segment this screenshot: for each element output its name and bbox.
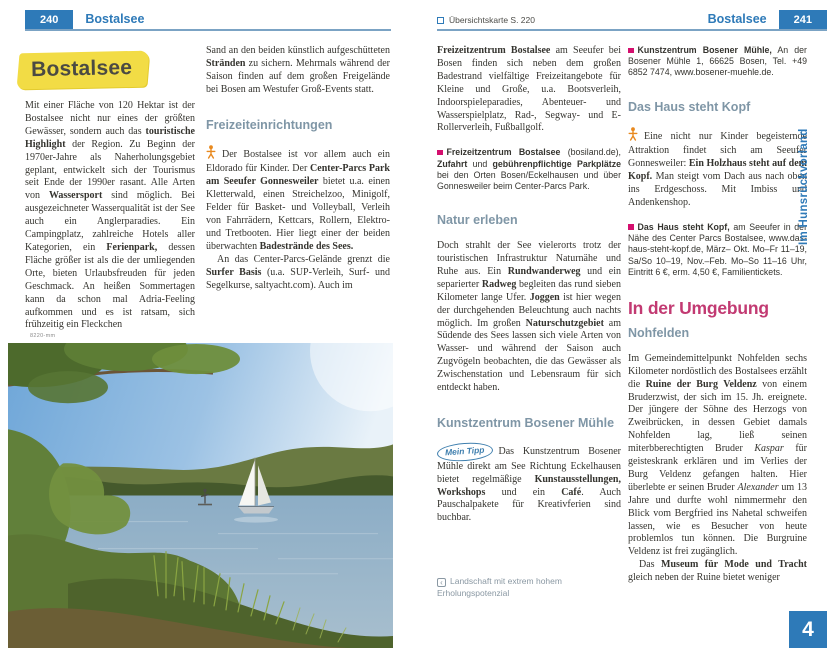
paragraph-museum: Das Museum für Mode und Tracht gleich neben der Ruine bietet weniger (628, 559, 807, 584)
page-number-left: 240 (25, 10, 73, 29)
paragraph-freizeitzentrum: Freizeitzentrum Bostalsee am Seeufer bei Bosen finden sich neben dem großen Badestrand vielfältige Freizeitangebote für Kleine und Große, u.a. Bootsverleih, Indoorspieleparadies, Abenteuer- und Wasserspielplatz, Rad-, Segway- und E-Rollerverleih, Fußballgolf. (437, 45, 621, 134)
paragraph-haus: Eine nicht nur Kinder begeisternde Attraktion findet sich am Seeufer Gonnesweiler: Ein Holzhaus steht auf dem Kopf. Man steigt vom Dach aus nach oben ins Erdgeschoss. Mit Imbiss und Andenkenshop. (628, 127, 807, 210)
paragraph-surfer-basis: An das Center-Parcs-Gelände grenzt die Surfer Basis (u.a. SUP-Verleih, Surf- und Segelkurse, saltyacht.com). Auch im (206, 253, 390, 291)
photo-credit: 8220-mm (30, 333, 56, 339)
paragraph-natur: Doch strahlt der See vielerorts trotz der touristischen Infrastruktur Naturnähe und Ruhe aus. Ein Rundwanderweg und ein separierter Radweg begleiten das rund sieben Kilometer lange Ufer. Joggen ist hier wegen der durchgehenden Beleuchtung auch nachts möglich. Im großen Naturschutzgebiet am Südende des Sees lassen sich viele Arten von Wasser- und während der Saison auch Zugvögeln beobachten, die das Gewässer als Zwischenstation und Lebensraum für sich entdeckt haben. (437, 240, 621, 394)
header-right-page (437, 10, 827, 31)
map-square-icon (437, 17, 444, 24)
heading-freizeiteinrichtungen: Freizeiteinrichtungen (206, 117, 333, 132)
photo-caption: ‹ Landschaft mit extrem hohem Erholungspotenzial (437, 576, 562, 598)
paragraph-kunstzentrum: Mein Tipp Das Kunstzentrum Bosener Mühle direkt am See Richtung Eckelhausen bietet regelmäßige Kunstausstellungen, Workshops und ein Café. Auch Pauschalpakete für Kreativferien sind buchbar. (437, 443, 621, 525)
lake-photo (8, 343, 393, 648)
bullet-icon (628, 48, 634, 54)
caption-arrow-icon: ‹ (437, 578, 446, 587)
column-1 (25, 100, 195, 338)
map-reference-label: Übersichtskarte S. 220 (449, 15, 535, 25)
child-icon (206, 145, 216, 164)
header-left-page (25, 10, 391, 31)
lake-photo-illustration (8, 343, 393, 648)
info-kunstzentrum-kontakt: Kunstzentrum Bosener Mühle, An der Bosener Mühle 1, 66625 Bosen, Tel. +49 6852 7474, www.bosener-muehle.de. (628, 45, 807, 78)
heading-in-der-umgebung: In der Umgebung (628, 297, 769, 318)
page-number-right: 241 (779, 10, 827, 29)
heading-natur-erleben: Natur erleben (437, 213, 518, 228)
paragraph-nohfelden: Im Gemeindemittelpunkt Nohfelden sechs Kilometer nordöstlich des Bostalsees erzählt die Ruine der Burg Veldenz von einem Bruderzwist, der sich im 15. Jh. ereignete. Der jüngere der Söhne des Herzogs von Zweibrücken, in dessen Gebiet damals Nohfelden lag, ließ seinen miterbberechtigten Bruder Kaspar für geisteskrank erklären und im Verlies der Burg Veldenz gefangen halten. Hier überlebte er seinen Bruder Alexander um 13 Jahre und durfte wohl nimmermehr den Blick vom Bergfried ins Nahetal schweifen lassen, wie es Besucher von heute problemlos tun können. Die Burgruine Veldenz ist frei zugänglich. (628, 352, 807, 558)
chapter-side-tab: Im Hunsrückvorland (798, 128, 810, 245)
bullet-icon (628, 224, 634, 230)
paragraph-center-parcs: Der Bostalsee ist vor allem auch ein Eldorado für Kinder. Der Center-Parcs Park am Seeufer Gonnesweiler bietet u.a. einen Kletterwald, einen Streichelzoo, Minigolf, Felder für Basket- und Volleyball, Verleih von Fahrrädern, Kettcars, Rollern, Elektro- und Tretbooten. Hier liegt einer der beiden überwachten Badestrände des Sees. (206, 145, 390, 254)
header-section-right: Bostalsee (707, 12, 767, 26)
column-3 (437, 45, 621, 570)
heading-haus-steht-kopf: Das Haus steht Kopf (628, 99, 751, 114)
map-reference (437, 15, 535, 29)
page-title (18, 52, 148, 88)
heading-kunstzentrum: Kunstzentrum Bosener Mühle (437, 415, 615, 430)
chapter-number-badge: 4 (789, 611, 827, 648)
paragraph-intro: Mit einer Fläche von 120 Hektar ist der Bostalsee nicht nur eines der größten Gewässer, sondern auch das touristische Highlight der Region. Zu Beginn der 1970er-Jahre als Naherholungsgebiet geplant, entwickelt sich der Tourismus seit Ende der 1990er rasant. Alle Arten von Wassersport sind möglich. Bei ausgezeichneter Wasserqualität ist der See auch ein Anglerparadies. Ein Campingplatz, zahlreiche Hotels aller Kategorien, ein Ferienpark, dessen Fläche größer ist als die der umliegenden Orte, bieten Urlaubsfreuden für jeden Geschmack. An heißen Sommertagen kann da schon mal Adria-Feeling aufkommen und es ist ratsam, sich frühzeitig ein Fleckchen (25, 100, 195, 331)
paragraph-straende: Sand an den beiden künstlich aufgeschütteten Stränden zu sichern. Mehrmals während der Saison finden auf dem großen Freigelände bei Bosen am Westufer Groß-Events statt. (206, 45, 390, 95)
child-icon (628, 127, 638, 146)
info-haus: Das Haus steht Kopf, am Seeufer in der Nähe des Center Parcs Bostalsee, www.das-haus-steht-kopf.de, März– Okt. Mo–Fr 11–19, Sa/So 10–19, Nov.–Feb. Mo–So 11–16 Uhr, Eintritt 6 €, erm. 4,50 €, Familientickets. (628, 221, 807, 277)
bullet-icon (437, 150, 443, 156)
title-highlight: Bostalsee (16, 51, 149, 90)
column-2 (206, 45, 390, 343)
mein-tipp-badge: Mein Tipp (437, 441, 493, 463)
column-4 (628, 45, 807, 615)
heading-nohfelden: Nohfelden (628, 325, 690, 340)
header-section-left: Bostalsee (85, 12, 145, 26)
info-freizeitzentrum: Freizeitzentrum Bostalsee (bosiland.de), Zufahrt und gebührenpflichtige Parkplätze bei den Orten Bosen/Eckelhausen und über Gonnesweiler beim Center-Parcs Park. (437, 147, 621, 191)
